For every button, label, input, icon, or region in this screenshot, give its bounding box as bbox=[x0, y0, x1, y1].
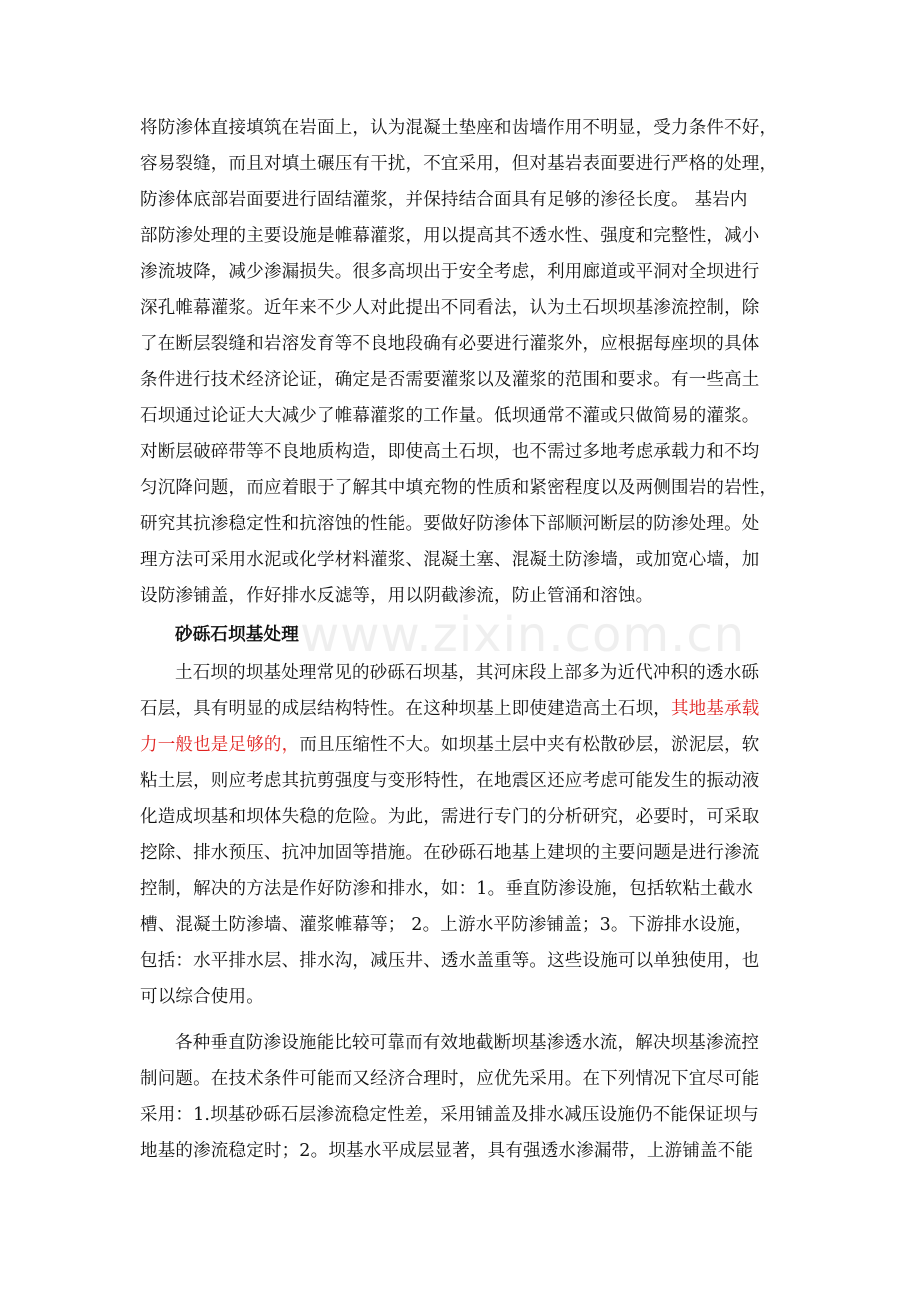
text-line: 控制，解决的方法是作好防渗和排水，如：1。垂直防渗设施，包括软粘土截水 bbox=[140, 879, 754, 899]
section-heading: 砂砾石坝基处理 bbox=[175, 625, 299, 645]
text-line: 渗流坡降，减少渗漏损失。很多高坝出于安全考虑，利用廊道或平洞对全坝进行 bbox=[140, 262, 760, 282]
text-line: 匀沉降问题，而应着眼于了解其中填充物的性质和紧密程度以及两侧围岩的岩性， bbox=[140, 478, 778, 498]
text-line: 挖除、排水预压、抗冲加固等措施。在砂砾石地基上建坝的主要问题是进行渗流 bbox=[140, 843, 760, 863]
text-line: 研究其抗渗稳定性和抗溶蚀的性能。要做好防渗体下部顺河断层的防渗处理。处 bbox=[140, 514, 760, 534]
watermark: www.zixin.com.cn bbox=[300, 607, 746, 663]
text-line: 条件进行技术经济论证，确定是否需要灌浆以及灌浆的范围和要求。有一些高土 bbox=[140, 370, 760, 390]
text-line bbox=[140, 694, 810, 724]
text-line: 各种垂直防渗设施能比较可靠而有效地截断坝基渗透水流，解决坝基渗流控 bbox=[175, 1033, 760, 1053]
text-line: 了在断层裂缝和岩溶发育等不良地段确有必要进行灌浆外，应根据每座坝的具体 bbox=[140, 334, 760, 354]
text-line: 防渗体底部岩面要进行固结灌浆，并保持结合面具有足够的渗径长度。 基岩内 bbox=[140, 190, 748, 210]
text-line: 粘土层，则应考虑其抗剪强度与变形特性，在地震区还应考虑可能发生的振动液 bbox=[140, 771, 760, 791]
text-line: 容易裂缝，而且对填土碾压有干扰，不宜采用，但对基岩表面要进行严格的处理， bbox=[140, 154, 778, 174]
text-line: 包括：水平排水层、排水沟，减压井、透水盖重等。这些设施可以单独使用，也 bbox=[140, 951, 760, 971]
highlighted-text: 力一般也是足够的， bbox=[140, 735, 300, 755]
text-line: 设防渗铺盖，作好排水反滤等，用以阴截渗流，防止管涌和溶蚀。 bbox=[140, 586, 654, 606]
highlighted-text: 其地基承载 bbox=[671, 699, 760, 719]
text-line: 将防渗体直接填筑在岩面上，认为混凝土垫座和齿墙作用不明显，受力条件不好， bbox=[140, 118, 778, 138]
text-line: 地基的渗流稳定时；2。坝基水平成层显著，具有强透水渗漏带，上游铺盖不能 bbox=[140, 1141, 754, 1161]
text-line: 采用：1.坝基砂砾石层渗流稳定性差，采用铺盖及排水减压设施仍不能保证坝与 bbox=[140, 1105, 759, 1125]
text-line: 石坝通过论证大大减少了帷幕灌浆的工作量。低坝通常不灌或只做简易的灌浆。 bbox=[140, 406, 760, 426]
text-line: 土石坝的坝基处理常见的砂砾石坝基，其河床段上部多为近代冲积的透水砾 bbox=[175, 663, 760, 683]
text-line bbox=[140, 730, 810, 760]
text-line: 对断层破碎带等不良地质构造，即使高土石坝，也不需过多地考虑承载力和不均 bbox=[140, 442, 760, 462]
text-line: 部防渗处理的主要设施是帷幕灌浆，用以提高其不透水性、强度和完整性，减小 bbox=[140, 226, 760, 246]
text-segment: 石层，具有明显的成层结构特性。在这种坝基上即使建造高土石坝， bbox=[140, 699, 671, 719]
text-line: 制问题。在技术条件可能而又经济合理时，应优先采用。在下列情况下宜尽可能 bbox=[140, 1069, 760, 1089]
text-line: 深孔帷幕灌浆。近年来不少人对此提出不同看法，认为土石坝坝基渗流控制，除 bbox=[140, 298, 760, 318]
text-line: 槽、混凝土防渗墙、灌浆帷幕等； 2。上游水平防渗铺盖；3。下游排水设施， bbox=[140, 915, 753, 935]
text-line: 可以综合使用。 bbox=[140, 987, 264, 1007]
text-segment: 而且压缩性不大。如坝基土层中夹有松散砂层，淤泥层，软 bbox=[299, 735, 760, 755]
text-line: 化造成坝基和坝体失稳的危险。为此，需进行专门的分析研究，必要时，可采取 bbox=[140, 807, 760, 827]
text-line: 理方法可采用水泥或化学材料灌浆、混凝土塞、混凝土防渗墙，或加宽心墙，加 bbox=[140, 550, 760, 570]
